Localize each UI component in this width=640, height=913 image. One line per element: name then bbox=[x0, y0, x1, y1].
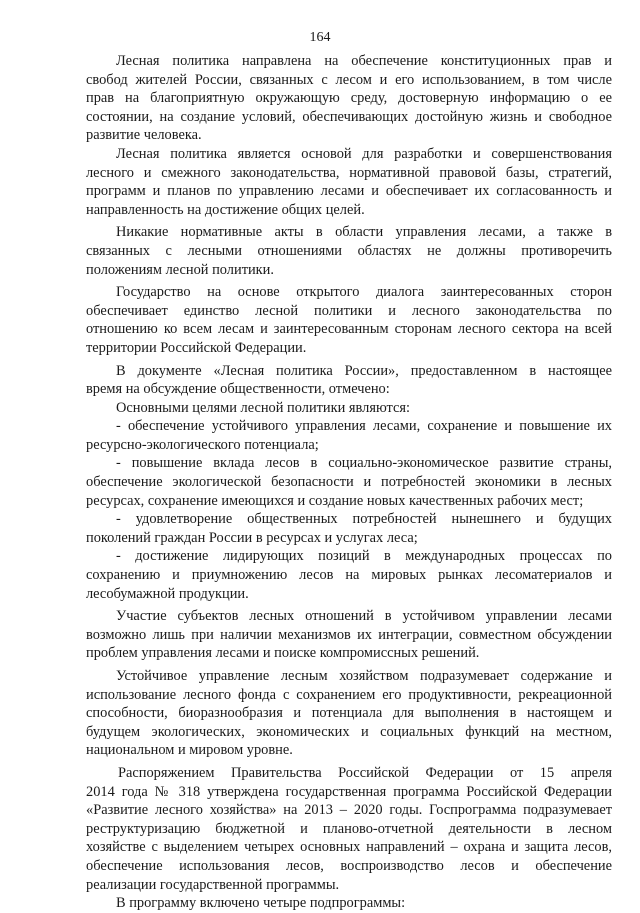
text-line: Участие субъектов лесных отношений в устойчивом управлении лесами bbox=[116, 608, 612, 625]
text-line: «Развитие лесного хозяйства» на 2013 – 2020 годы. Госпрограмма подразумевает bbox=[86, 802, 612, 819]
text-line: способности, биоразнообразия и потенциала для выполнения в настоящем и bbox=[86, 705, 612, 722]
text-line: - достижение лидирующих позиций в международных процессах по bbox=[116, 548, 612, 565]
text-line: состоянии, на создание условий, обеспечивающих достойную жизнь и свободное bbox=[86, 108, 612, 125]
text-line: хозяйстве с выделением четырех основных направлений – охрана и защита лесов, bbox=[86, 839, 612, 856]
paragraph-legislation-basis bbox=[86, 145, 612, 219]
document-body bbox=[86, 52, 612, 913]
list-item-goal-leadership bbox=[86, 547, 612, 603]
text-line: прав на благоприятную окружающую среду, достоверную информацию о ее bbox=[86, 90, 612, 107]
paragraph-state-dialogue bbox=[86, 283, 612, 357]
text-line: - повышение вклада лесов в социально-экономическое развитие страны, bbox=[116, 455, 612, 472]
text-line: направленность на достижение общих целей. bbox=[86, 201, 365, 218]
paragraph-subprograms-intro bbox=[86, 894, 612, 913]
text-line: реструктуризацию бюджетной и планово-отчетной деятельности в лесном bbox=[86, 820, 612, 837]
text-line: обеспечивает единство лесной политики и лесного законодательства по bbox=[86, 302, 612, 319]
text-line: связанных с лесными отношениями областях не должны противоречить bbox=[86, 242, 612, 259]
text-line: В документе «Лесная политика России», предоставленном в настоящее bbox=[116, 362, 612, 379]
text-line: время на обсуждение общественности, отмечено: bbox=[86, 381, 390, 398]
paragraph-normative-acts bbox=[86, 223, 612, 279]
text-line: - обеспечение устойчивого управления лесами, сохранение и повышение их bbox=[116, 418, 612, 435]
text-line: будущем экологических, экономических и социальных функций на местном, bbox=[86, 723, 612, 740]
text-line: отношению ко всем лесам и заинтересованным сторонам лесного сектора на всей bbox=[86, 321, 612, 338]
paragraph-policy-document bbox=[86, 362, 612, 399]
paragraph-sustainable-management bbox=[86, 667, 612, 760]
text-line: сохранению и приумножению лесов на мировых рынках лесоматериалов и bbox=[86, 567, 612, 584]
text-line: Основными целями лесной политики являются: bbox=[116, 399, 410, 416]
text-line: реализации государственной программы. bbox=[86, 876, 340, 893]
page-number: 164 bbox=[309, 30, 331, 45]
text-line: Устойчивое управление лесным хозяйством подразумевает содержание и bbox=[116, 668, 612, 684]
text-line: Лесная политика направлена на обеспечение конституционных прав и bbox=[116, 53, 612, 69]
text-line: развитие человека. bbox=[86, 127, 202, 144]
paragraph-participation bbox=[86, 607, 612, 663]
paragraph-government-program bbox=[86, 764, 612, 894]
text-line: обеспечение экологической безопасности и потребностей экономики в лесных bbox=[86, 474, 612, 491]
paragraph-main-goals-heading bbox=[86, 399, 612, 418]
text-line: лесного и смежного законодательства, нормативной правовой базы, стратегий, bbox=[86, 164, 612, 181]
text-line: Государство на основе открытого диалога заинтересованных сторон bbox=[116, 284, 612, 301]
text-line: использование лесного фонда с сохранением его продуктивности, рекреационной bbox=[86, 686, 612, 703]
text-line: Никакие нормативные акты в области управления лесами, а также в bbox=[116, 224, 612, 241]
text-line: положениям лесной политики. bbox=[86, 261, 274, 278]
text-line: поколений граждан России в ресурсах и услугах леса; bbox=[86, 529, 418, 546]
text-line: - удовлетворение общественных потребностей нынешнего и будущих bbox=[116, 511, 612, 528]
text-line: 2014 года № 318 утверждена государственная программа Российской Федерации bbox=[86, 783, 612, 800]
text-line: проблем управления лесами и поиске компромиссных решений. bbox=[86, 645, 480, 662]
text-line: обеспечение использования лесов, воспроизводство лесов и обеспечение bbox=[86, 857, 612, 874]
text-line: возможно лишь при наличии механизмов их интеграции, совместном обсуждении bbox=[86, 626, 612, 643]
text-line: лесобумажной продукции. bbox=[86, 585, 249, 602]
text-line: территории Российской Федерации. bbox=[86, 339, 307, 356]
text-line: ресурсно-экологического потенциала; bbox=[86, 436, 319, 453]
list-item-goal-public-needs bbox=[86, 510, 612, 547]
paragraph-forest-policy-aims bbox=[86, 52, 612, 145]
list-item-goal-sustainable-management bbox=[86, 417, 612, 454]
text-line: программ и планов по управлению лесами и обеспечивает их согласованность и bbox=[86, 183, 612, 200]
list-item-goal-socio-economic bbox=[86, 454, 612, 510]
text-line: Лесная политика является основой для разработки и совершенствования bbox=[116, 145, 612, 162]
text-line: В программу включено четыре подпрограммы: bbox=[116, 895, 406, 912]
text-line: национальном и мировом уровне. bbox=[86, 742, 293, 759]
text-line: свобод жителей России, связанных с лесом и его использованием, в том числе bbox=[86, 71, 612, 88]
text-line: Распоряжением Правительства Российской Федерации от 15 апреля bbox=[118, 764, 612, 781]
text-line: ресурсах, сохранение имеющихся и создание новых качественных рабочих мест; bbox=[86, 492, 584, 509]
